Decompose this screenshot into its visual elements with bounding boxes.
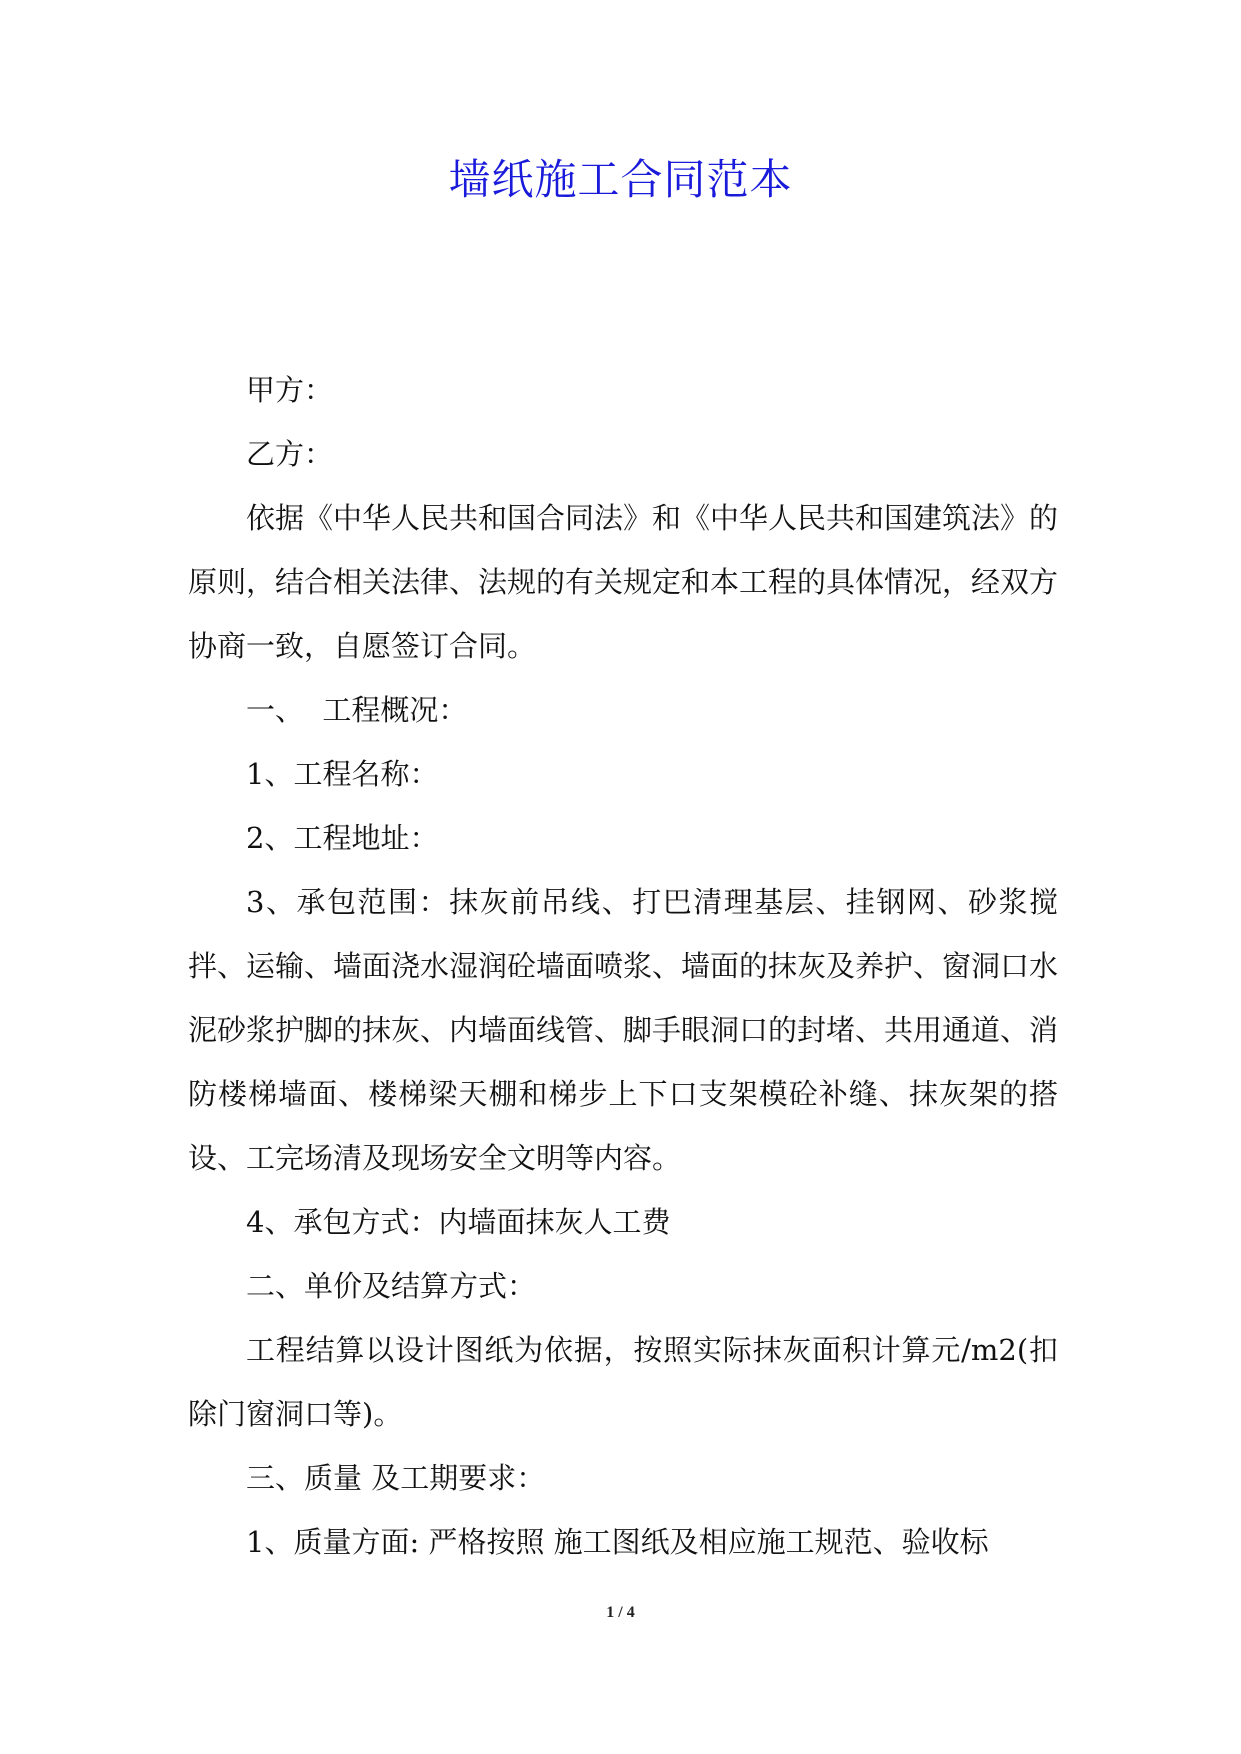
project-name-line: 1、工程名称： xyxy=(246,757,439,791)
contract-scope-paragraph: 3、承包范围：抹灰前吊线、打巴清理基层、挂钢网、砂浆搅拌、运输、墙面浇水湿润砼墙面喷浆、墙面的抹灰及养护、窗洞口水泥砂浆护脚的抹灰、内墙面线管、脚手眼洞口的封堵、共用通道、消防楼梯墙面、楼梯梁天棚和梯步上下口支架模砼补缝、抹灰架的搭设、工完场清及现场安全文明等内容。 xyxy=(188,885,1059,1175)
document-title: 墙纸施工合同范本 xyxy=(448,155,793,204)
section-heading-pricing: 二、单价及结算方式： xyxy=(246,1269,537,1303)
section-heading-overview: 一、 工程概况： xyxy=(246,693,468,727)
page-number: 1 / 4 xyxy=(606,1604,635,1621)
party-a-line: 甲方： xyxy=(246,373,334,407)
document-body xyxy=(188,358,1058,1574)
party-b-line: 乙方： xyxy=(246,437,334,471)
quality-paragraph: 1、质量方面: 严格按照 施工图纸及相应施工规范、验收标 xyxy=(246,1525,989,1559)
preamble-paragraph: 依据《中华人民共和国合同法》和《中华人民共和国建筑法》的原则，结合相关法律、法规的有关规定和本工程的具体情况，经双方协商一致，自愿签订合同。 xyxy=(188,501,1059,663)
settlement-paragraph: 工程结算以设计图纸为依据，按照实际抹灰面积计算元/m2(扣除门窗洞口等)。 xyxy=(188,1333,1058,1431)
section-heading-quality: 三、质量 及工期要求： xyxy=(246,1461,546,1495)
contract-method-line: 4、承包方式：内墙面抹灰人工费 xyxy=(246,1205,671,1239)
project-address-line: 2、工程地址： xyxy=(246,821,439,855)
